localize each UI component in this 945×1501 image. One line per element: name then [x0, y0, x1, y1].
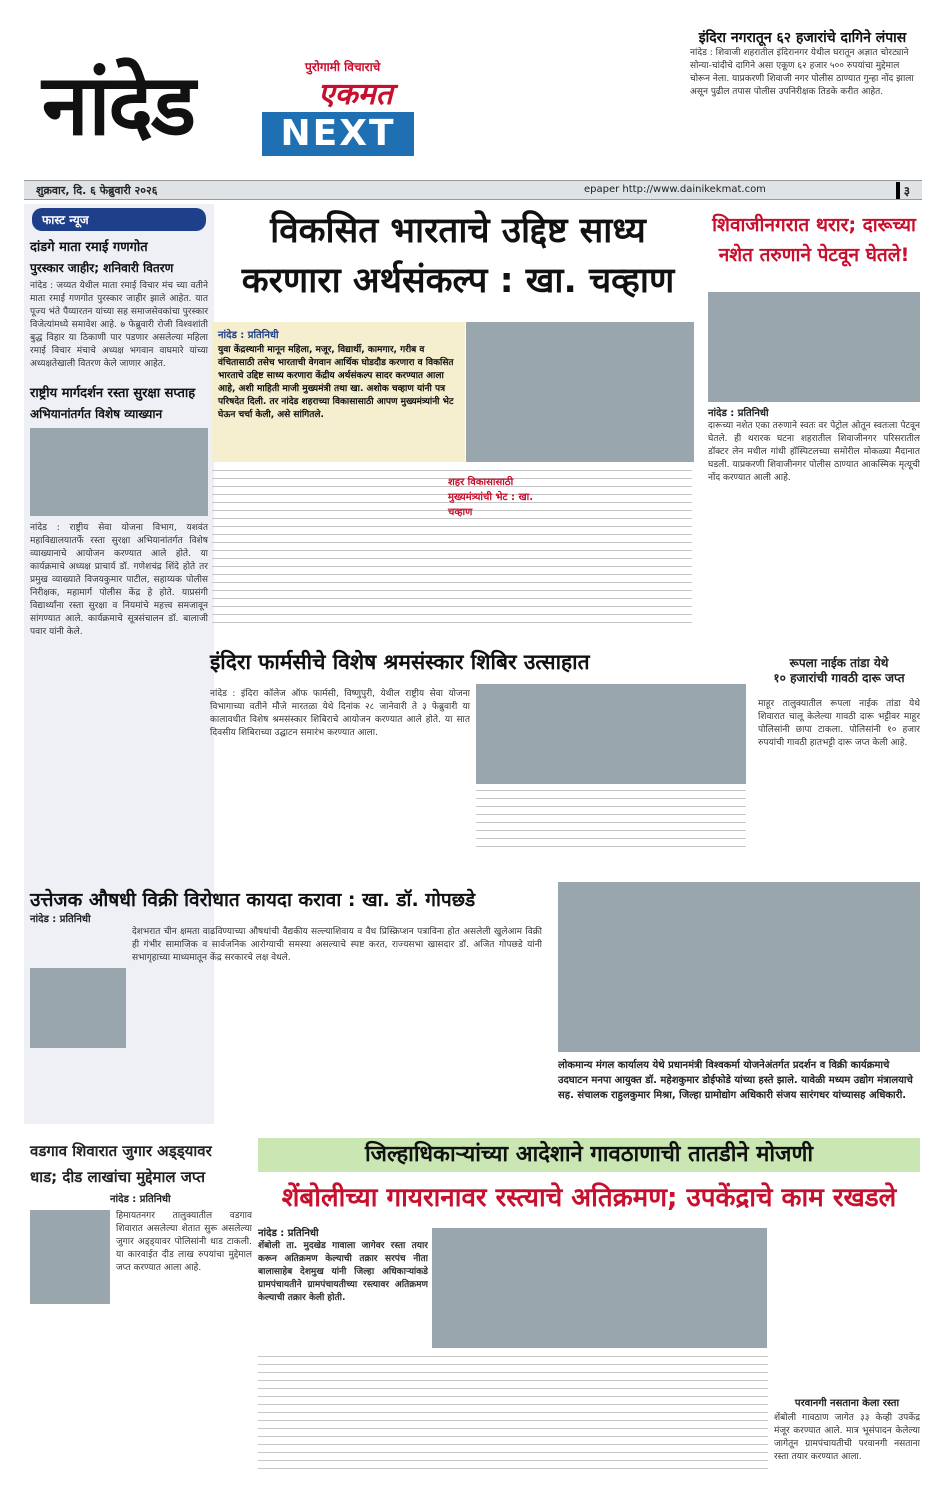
top-story	[690, 28, 915, 163]
row2-columns	[476, 790, 746, 860]
bottom-photo	[432, 1228, 767, 1348]
bottom-left-body: हिमायतनगर तालुक्यातील वडगाव शिवारात असलेल्या शेतात सुरू असलेल्या जुगार अड्ड्यावर पोलिसांनी धाड टाकली. या कारवाईत दीड लाख रुपयांचा मुद्देमाल जप्त करण्यात आला आहे.	[116, 1211, 252, 1273]
bottom-intro: शेंबोली ता. मुदखेड गावाला जागेवर रस्ता तयार करून अतिक्रमण केल्याची तक्रार सरपंच नीता बालासाहेब देशमुख यांनी जिल्हा अधिकाऱ्यांकडे ग्रामपंचायतीने ग्रामपंचायतीच्या रस्त्यावर अतिक्रमण केल्याची तक्रार केली होती.	[258, 1241, 428, 1303]
row2-side-head	[758, 656, 920, 686]
left-story2-head: राष्ट्रीय मार्गदर्शन रस्ता सुरक्षा सप्ताह	[30, 386, 196, 401]
row2-photo	[476, 684, 746, 784]
brand-name: एकमत	[318, 77, 393, 112]
main-sub-caption: शहर विकासासाठी मुख्यमंत्र्यांची भेट : खा. चव्हाण	[448, 477, 534, 518]
brand-next-logo: NEXT	[262, 112, 414, 156]
left-story1-head: दांडगे माता रमाई गणगोत	[30, 240, 148, 255]
top-story-headline: इंदिरा नगरातून ६२ हजारांचे दागिने लंपास	[698, 30, 907, 46]
right-top-photo	[708, 292, 920, 402]
left-story1-sub: पुरस्कार जाहीर; शनिवारी वितरण	[30, 261, 174, 275]
bottom-right-body: शेंबोली गावठाण जागेत ३३ केव्ही उपकेंद्र मंजूर करण्यात आले. मात्र भूसंपादन केलेल्या जागेतून ग्रामपंचायतीची परवानगी नसताना रस्ता तयार करण्यात आला.	[774, 1413, 920, 1462]
row3-dateline: नांदेड : प्रतिनिधी	[30, 914, 91, 925]
right-top-body: दारूच्या नशेत एका तरुणाने स्वतः वर पेट्रोल ओतून स्वतःला पेटवून घेतले. ही थरारक घटना शहरातील शिवाजीनगर परिसरातील डॉक्टर लेन मधील गांधी हॉस्पिटलच्या समोरील मोकळ्या मैदानात घडली. याप्रकरणी शिवाजीनगर पोलीस ठाण्यात आकस्मिक मृत्यूची नोंद करण्यात आली आहे.	[708, 421, 920, 483]
main-intro-box	[212, 322, 465, 462]
left-story1-body: नांदेड : जय्यत येथील माता रमाई विचार मंच च्या वतीने माता रमाई गणगोत पुरस्कार जाहीर झाले आहेत. यात पूज्य भंते पैय्यारतन यांच्या सह समाजसेवकांचा पुरस्कार विजेत्यांमध्ये समावेश आहे. ७ फेब्रुवारी रोजी विश्वशांती बुद्ध विहार या ठिकाणी पार पडणार असलेल्या महिला रमाई विचार मंचाचे अध्यक्ष भगवान वाघमारे यांच्या अध्यक्षतेखाली वितरण केले जाणार आहेत.	[30, 281, 208, 369]
issue-date: शुक्रवार, दि. ६ फेब्रुवारी २०२६	[36, 184, 158, 197]
row2-side-body: माहूर तालुक्यातील रूपला नाईक तांडा येथे शिवारात चालू केलेल्या गावठी दारू भट्टीवर माहूर पोलिसांनी छापा टाकला. पोलिसांनी १० हजार रुपयांची गावठी हातभट्टी दारू जप्त केली आहे.	[758, 699, 920, 748]
bottom-main-headline: शेंबोलीच्या गायरानावर रस्त्याचे अतिक्रमण; उपकेंद्राचे काम रखडले	[281, 1183, 897, 1213]
bottom-left-photo	[30, 1210, 110, 1304]
left-story2-body: नांदेड : राष्ट्रीय सेवा योजना विभाग, यशवंत महाविद्यालयातर्फे रस्ता सुरक्षा अभियानांतर्गत विशेष व्याख्यानाचे आयोजन करण्यात आले होते. या कार्यक्रमाचे अध्यक्ष प्राचार्य डॉ. गणेशचंद्र शिंदे होते तर प्रमुख व्याख्याते विजयकुमार पाटील, सहाय्यक पोलीस निरीक्षक, महामार्ग पोलीस केंद्र हे होते. याप्रसंगी विद्यार्थ्यांना रस्ता सुरक्षा व नियमांचे महत्त्व समजावून सांगण्यात आले. कार्यक्रमाचे सूत्रसंचालन डॉ. बालाजी पवार यांनी केले.	[30, 523, 208, 637]
bottom-right-subhead: परवानगी नसताना केला रस्ता	[794, 1398, 900, 1409]
bottom-left-head-line2: धाड; दीड लाखांचा मुद्देमाल जप्त	[30, 1168, 206, 1186]
main-headline	[220, 206, 696, 306]
main-intro-dateline: नांदेड : प्रतिनिधी	[218, 330, 279, 341]
row3-photo	[558, 882, 920, 1052]
masthead-title: नांदेड	[42, 56, 194, 154]
row2-body: नांदेड : इंदिरा कॉलेज ऑफ फार्मसी, विष्णुपुरी, येथील राष्ट्रीय सेवा योजना विभागाच्या वतीने मौजे मारतळा येथे दिनांक २८ जानेवारी ते ३ फेब्रुवारी या कालावधीत विशेष श्रमसंस्कार शिबिराचे आयोजन करण्यात आले होते. या सात दिवसीय शिबिराच्या उद्घाटन समारंभ करण्यात आला.	[210, 689, 470, 738]
right-top-headline: शिवाजीनगरात थरार; दारूच्या नशेत तरुणाने पेटवून घेतले!	[712, 214, 916, 266]
main-headline-line1: विकसित भारताचे उद्दिष्ट साध्य	[270, 211, 646, 251]
bottom-left-head-line1: वडगाव शिवारात जुगार अड्ड्यावर	[30, 1142, 212, 1160]
main-headline-line2: करणारा अर्थसंकल्प : खा. चव्हाण	[241, 261, 675, 301]
bottom-columns	[258, 1356, 768, 1486]
bottom-left-head	[30, 1138, 252, 1190]
fast-news-badge: फास्ट न्यूज	[32, 208, 206, 231]
row2-headline: इंदिरा फार्मसीचे विशेष श्रमसंस्कार शिबिर उत्साहात	[210, 650, 590, 674]
right-top-dateline: नांदेड : प्रतिनिधी	[708, 408, 769, 419]
row3-headline: उत्तेजक औषधी विक्री विरोधात कायदा करावा : खा. डॉ. गोपछडे	[30, 889, 476, 911]
row2-side-head-line1: रूपला नाईक तांडा येथे	[789, 656, 889, 670]
dateline-bar	[24, 180, 922, 200]
top-story-body: नांदेड : शिवाजी शहरातील इंदिरानगर येथील घरातून अज्ञात चोरट्याने सोन्या-चांदीचे दागिने असा एकूण ६२ हजार ५०० रुपयांचा मुद्देमाल चोरून नेला. याप्रकरणी शिवाजी नगर पोलीस ठाण्यात गुन्हा नोंद झाला असून पुढील तपास पोलीस उपनिरीक्षक तिडके करीत आहेत.	[690, 48, 914, 97]
page-number: ३	[896, 182, 910, 199]
brand-tagline: पुरोगामी विचाराचे	[305, 60, 381, 74]
bottom-strip-headline: जिल्हाधिकाऱ्यांच्या आदेशाने गावठाणाची तातडीने मोजणी	[258, 1138, 920, 1172]
row3-portrait	[30, 968, 126, 1048]
row2-side-head-line2: १० हजारांची गावठी दारू जप्त	[773, 671, 905, 685]
main-story-photo	[466, 322, 694, 462]
epaper-link[interactable]: epaper http://www.dainikekmat.com	[584, 184, 766, 195]
row3-caption: लोकमान्य मंगल कार्यालय येथे प्रधानमंत्री विश्वकर्मा योजनेअंतर्गत प्रदर्शन व विक्री कार्यक्रमाचे उदघाटन मनपा आयुक्त डॉ. महेशकुमार डोईफोडे यांच्या हस्ते झाले. यावेळी मध्यम उद्योग मंत्रालयाचे सह. संचालक राहुलकुमार मिश्रा, जिल्हा ग्रामोद्योग अधिकारी संजय सारंगधर यांच्यासह अधिकारी.	[558, 1060, 913, 1101]
main-intro-text: युवा केंद्रस्थानी मानून महिला, मजूर, विद्यार्थी, कामगार, गरीब व वंचितासाठी तसेच भारताची वेगवान आर्थिक घोडदौड करणारा व विकसित भारताचे उद्दिष्ट साध्य करणारा केंद्रीय अर्थसंकल्प सादर करण्यात आला आहे, अशी माहिती माजी मुख्यमंत्री तथा खा. अशोक चव्हाण यांनी पत्र परिषदेत दिली. तर नांदेड शहराच्या विकासासाठी आपण मुख्यमंत्र्यांनी भेट घेऊन चर्चा केली, असे सांगितले.	[218, 345, 454, 420]
bottom-left-dateline: नांदेड : प्रतिनिधी	[110, 1194, 171, 1205]
bottom-dateline: नांदेड : प्रतिनिधी	[258, 1228, 319, 1239]
left-story2-sub: अभियानांतर्गत विशेष व्याख्यान	[30, 407, 163, 421]
row3-body: देशभरात चीन क्षमता वाढविण्याच्या औषधांची वैद्यकीय सल्ल्याशिवाय व वैध प्रिस्क्रिप्शन पत्राविना होत असलेली खुलेआम विक्री ही गंभीर सामाजिक व सार्वजनिक आरोग्याची समस्या असल्याचे स्पष्ट करत, राज्यसभा खासदार डॉ. अजित गोपछडे यांनी सभागृहाच्या माध्यमातून केंद्र सरकारचे लक्ष वेधले.	[132, 927, 542, 963]
left-story2-photo	[30, 428, 208, 516]
